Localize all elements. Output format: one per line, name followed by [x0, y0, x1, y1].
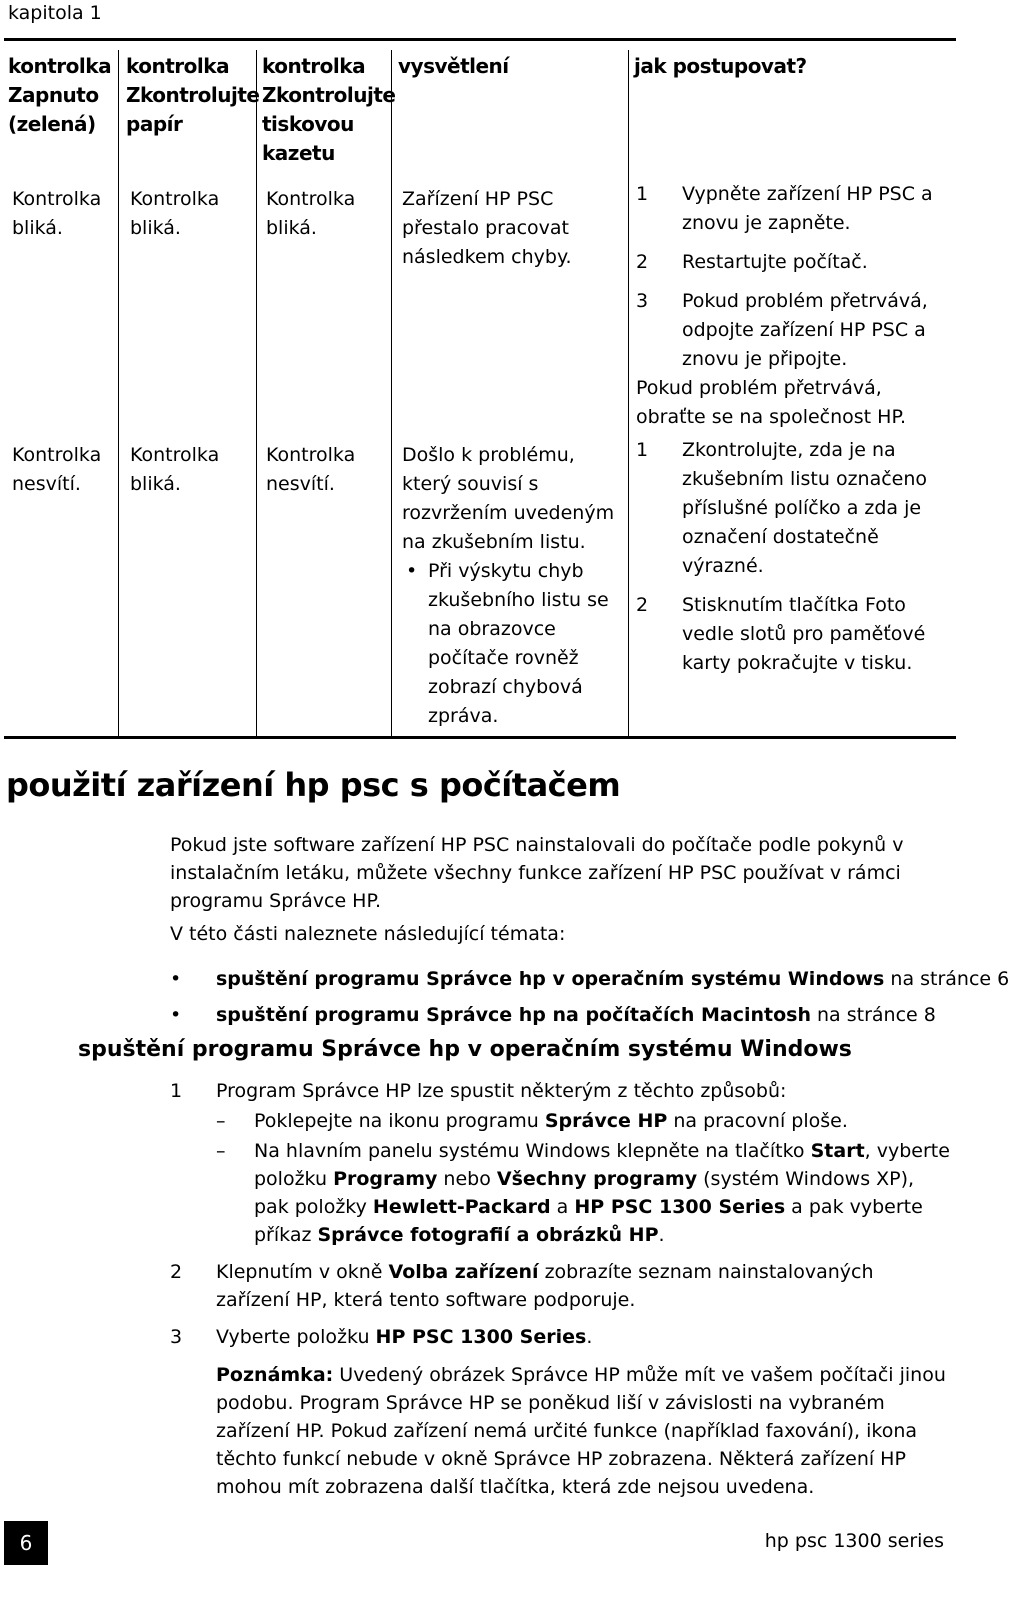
- column-divider: [391, 50, 392, 736]
- bold-run: HP PSC 1300 Series: [574, 1196, 786, 1218]
- step-text: Vypněte zařízení HP PSC a znovu je zapněte.: [682, 183, 933, 234]
- table-top-rule: [4, 38, 956, 41]
- column-divider: [256, 50, 257, 736]
- section-intro: [170, 831, 950, 915]
- text-run: zobrazíte seznam nainstalovaných zařízení HP, která tento software podporuje.: [216, 1261, 874, 1311]
- dash-item: [216, 1107, 950, 1135]
- bold-run: Hewlett-Packard: [372, 1196, 551, 1218]
- bold-run: Všechny programy: [496, 1168, 698, 1190]
- topics-intro: V této části naleznete následující témata:: [170, 923, 566, 945]
- step-number: 1: [636, 183, 649, 205]
- topic-link-text[interactable]: spuštění programu Správce hp v operačním systému Windows: [216, 968, 885, 990]
- page-number: 6: [4, 1521, 48, 1565]
- bullet-icon: •: [406, 560, 418, 582]
- table-header-paper-light: kontrolka Zkontrolujte papír: [126, 54, 260, 136]
- bullet-icon: •: [170, 968, 182, 990]
- table-header-cartridge-light: kontrolka Zkontrolujte tiskovou kazetu: [262, 54, 396, 165]
- topic-page-ref: na stránce 6: [884, 968, 1009, 990]
- table-cell-cartridge-state: Kontrolka bliká.: [266, 188, 356, 239]
- table-cell-paper-state: Kontrolka bliká.: [130, 444, 220, 495]
- table-cell-action: [636, 436, 952, 688]
- table-cell-power-state: Kontrolka bliká.: [12, 188, 102, 239]
- dash-icon: –: [216, 1140, 226, 1162]
- table-cell-cartridge-state: Kontrolka nesvítí.: [266, 444, 356, 495]
- bold-run: Správce fotografií a obrázků HP: [317, 1224, 659, 1246]
- step-text: Pokud problém přetrvává, odpojte zařízení HP PSC a znovu je připojte.: [682, 290, 928, 370]
- topic-link-text[interactable]: spuštění programu Správce hp na počítačích Macintosh: [216, 1004, 811, 1026]
- bullet-text: Při výskytu chyb zkušebního listu se na obrazovce počítače rovněž zobrazí chybová zpráva.: [428, 560, 609, 727]
- column-divider: [118, 50, 119, 736]
- bullet-icon: •: [170, 1004, 182, 1026]
- text-run: Poklepejte na ikonu programu: [254, 1110, 545, 1132]
- dash-icon: –: [216, 1110, 226, 1132]
- table-header-power-light: kontrolka Zapnuto (zelená): [8, 54, 112, 136]
- step-2: [170, 1258, 950, 1314]
- product-name: hp psc 1300 series: [764, 1530, 944, 1552]
- note-text: Uvedený obrázek Správce HP může mít ve vašem počítači jinou podobu. Program Správce HP se poněkud liší v závislosti na vybraném zařízení HP. Pokud zařízení nemá určité funkce (například faxování), ikona těchto funkcí nebude v okně Správce HP zobrazena. Některá zařízení HP mohou mít zobrazena další tlačítka, která zde nejsou uvedena.: [216, 1364, 946, 1498]
- list-item: [636, 248, 952, 277]
- step-number: 2: [636, 594, 649, 616]
- text-run: (systém Windows XP), pak položky: [254, 1168, 915, 1218]
- topic-page-ref: na stránce 8: [810, 1004, 936, 1026]
- text-run: nebo: [437, 1168, 497, 1190]
- bold-run: Správce HP: [544, 1110, 668, 1132]
- step-text: Restartujte počítač.: [682, 251, 868, 273]
- step-number: 1: [170, 1080, 183, 1102]
- step-number: 3: [636, 290, 649, 312]
- text-run: Na hlavním panelu systému Windows klepněte na tlačítko: [254, 1140, 811, 1162]
- text-run: na pracovní ploše.: [667, 1110, 848, 1132]
- note-label: Poznámka:: [216, 1364, 334, 1386]
- step-number: 1: [636, 439, 649, 461]
- bold-run: HP PSC 1300 Series: [375, 1326, 587, 1348]
- table-bottom-rule: [4, 736, 956, 739]
- column-divider: [628, 50, 629, 736]
- table-cell-explanation: Zařízení HP PSC přestalo pracovat následkem chyby.: [402, 188, 572, 268]
- list-item: [636, 591, 952, 678]
- chapter-label: kapitola 1: [8, 2, 102, 24]
- text-run: a pak vyberte příkaz: [254, 1196, 923, 1246]
- table-header-action: jak postupovat?: [634, 54, 807, 78]
- step-text: Zkontrolujte, zda je na zkušebním listu označeno příslušné políčko a zda je označení dostatečně výrazné.: [682, 439, 928, 577]
- table-header-explanation: vysvětlení: [398, 54, 509, 78]
- explanation-text: Došlo k problému, který souvisí s rozvržením uvedeným na zkušebním listu.: [402, 444, 615, 553]
- step-3: [170, 1323, 950, 1351]
- bold-run: Programy: [333, 1168, 438, 1190]
- list-item: [636, 436, 952, 581]
- bold-run: Start: [810, 1140, 865, 1162]
- text-run: , vyberte položku: [254, 1140, 950, 1190]
- text-run: .: [658, 1224, 665, 1246]
- table-cell-power-state: Kontrolka nesvítí.: [12, 444, 102, 495]
- table-cell-paper-state: Kontrolka bliká.: [130, 188, 220, 239]
- text-run: Klepnutím v okně: [216, 1261, 389, 1283]
- step-text: Program Správce HP lze spustit některým z těchto způsobů:: [216, 1080, 787, 1102]
- action-note: Pokud problém přetrvává, obraťte se na společnost HP.: [636, 377, 906, 428]
- step-1: [170, 1077, 950, 1249]
- list-item: [636, 287, 952, 374]
- text-run: .: [586, 1326, 593, 1348]
- bold-run: Volba zařízení: [388, 1261, 539, 1283]
- step-number: 2: [170, 1261, 183, 1283]
- bullet-item: [402, 557, 628, 731]
- dash-item: [216, 1137, 950, 1249]
- table-cell-action: [636, 180, 952, 432]
- table-cell-explanation: [402, 441, 628, 731]
- intro-paragraph: Pokud jste software zařízení HP PSC nainstalovali do počítače podle pokynů v instalačním letáku, můžete všechny funkce zařízení HP PSC používat v rámci programu Správce HP.: [170, 834, 904, 912]
- step-number: 2: [636, 251, 649, 273]
- step-number: 3: [170, 1326, 183, 1348]
- step-text: Stisknutím tlačítka Foto vedle slotů pro paměťové karty pokračujte v tisku.: [682, 594, 926, 674]
- text-run: Vyberte položku: [216, 1326, 376, 1348]
- section-title: použití zařízení hp psc s počítačem: [6, 766, 621, 804]
- note: [170, 1361, 950, 1501]
- subsection-title: spuštění programu Správce hp v operačním systému Windows: [78, 1037, 852, 1062]
- text-run: a: [550, 1196, 575, 1218]
- list-item: [636, 180, 952, 238]
